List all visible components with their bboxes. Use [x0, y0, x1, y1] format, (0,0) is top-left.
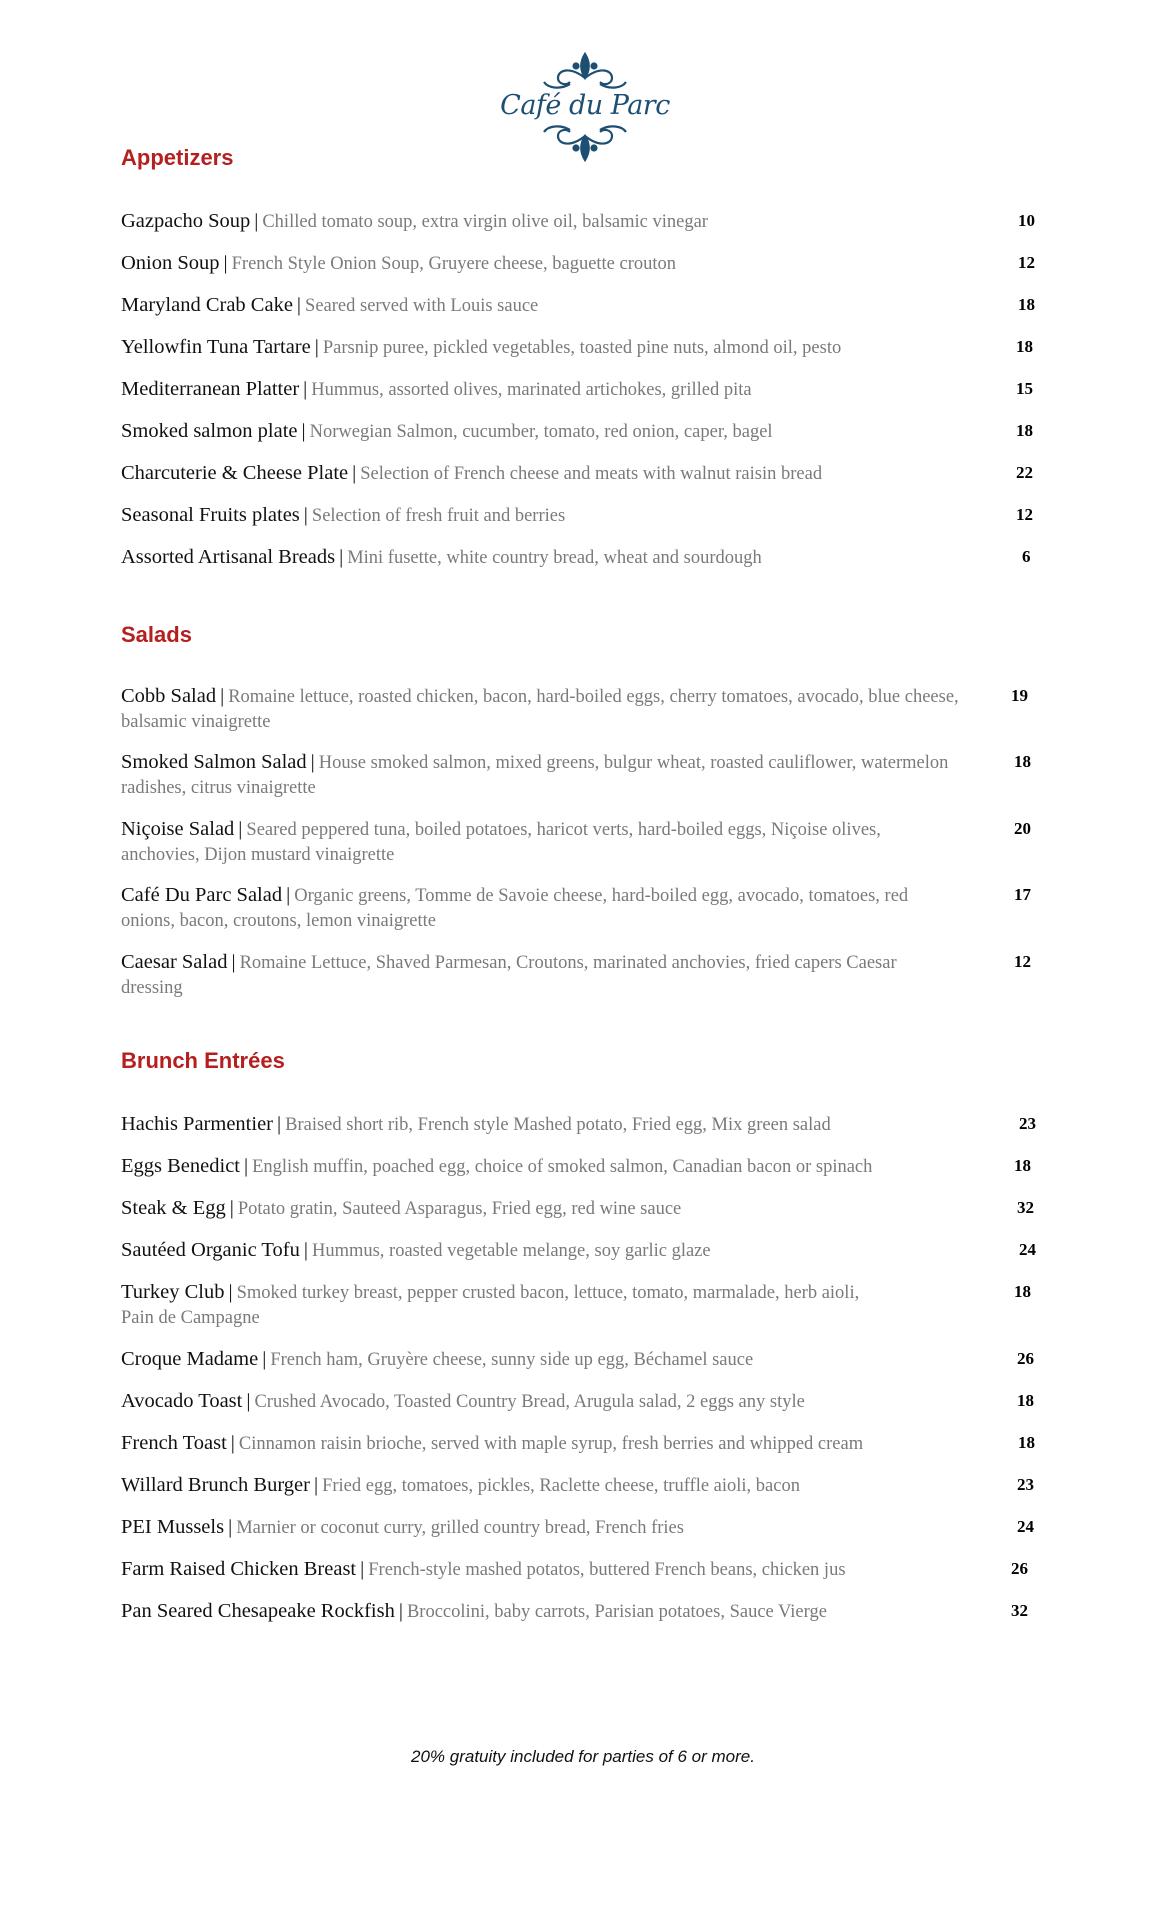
item-description: Cinnamon raisin brioche, served with maple syrup, fresh berries and whipped cream [238, 1434, 864, 1454]
item-price: 18 [1018, 295, 1035, 314]
item-name: Yellowfin Tuna Tartare [121, 336, 311, 358]
item-name: Eggs Benedict [121, 1155, 240, 1177]
item-description: Smoked turkey breast, pepper crusted bacon, lettuce, tomato, marmalade, herb aioli, Pain de Campagne [121, 1283, 860, 1328]
item-name: Caesar Salad [121, 951, 228, 973]
item-price: 18 [1016, 421, 1033, 440]
menu-item: Charcuterie & Cheese Plate | Selection of French cheese and meats with walnut raisin bread 22 [121, 461, 1041, 487]
item-name: Turkey Club [121, 1281, 225, 1303]
menu-item: French Toast | Cinnamon raisin brioche, served with maple syrup, fresh berries and whipped cream 18 [121, 1431, 1041, 1457]
menu-item: Eggs Benedict | English muffin, poached egg, choice of smoked salmon, Canadian bacon or spinach 18 [121, 1154, 1041, 1180]
item-description: Fried egg, tomatoes, pickles, Raclette cheese, truffle aioli, bacon [322, 1476, 800, 1496]
item-description: Braised short rib, French style Mashed potato, Fried egg, Mix green salad [285, 1115, 831, 1135]
menu-item: Niçoise Salad | Seared peppered tuna, boiled potatoes, haricot verts, hard-boiled eggs, Niçoise olives, anchovies, Dijon mustard vinaigrette 20 [121, 817, 1041, 868]
item-price: 18 [1014, 1156, 1031, 1175]
menu-item: Yellowfin Tuna Tartare | Parsnip puree, pickled vegetables, toasted pine nuts, almond oil, pesto 18 [121, 335, 1041, 361]
item-price: 24 [1017, 1517, 1034, 1536]
menu-item: Seasonal Fruits plates | Selection of fresh fruit and berries 12 [121, 503, 1041, 529]
menu-item: Maryland Crab Cake | Seared served with Louis sauce 18 [121, 293, 1041, 319]
item-description: Chilled tomato soup, extra virgin olive oil, balsamic vinegar [262, 212, 708, 232]
menu-item: Sautéed Organic Tofu | Hummus, roasted vegetable melange, soy garlic glaze 24 [121, 1238, 1041, 1264]
item-name: Maryland Crab Cake [121, 294, 293, 316]
menu-item: Cobb Salad | Romaine lettuce, roasted chicken, bacon, hard-boiled eggs, cherry tomatoes, avocado, blue cheese, balsamic vinaigrette 19 [121, 684, 1041, 735]
menu-item: Pan Seared Chesapeake Rockfish | Broccolini, baby carrots, Parisian potatoes, Sauce Vierge 32 [121, 1599, 1041, 1625]
item-description: Romaine lettuce, roasted chicken, bacon, hard-boiled eggs, cherry tomatoes, avocado, blue cheese, balsamic vinaigrette [121, 687, 959, 732]
item-name: Smoked Salmon Salad [121, 751, 307, 773]
logo-wordmark: Café du Parc [500, 90, 670, 121]
item-price: 32 [1011, 1601, 1028, 1620]
item-name: Gazpacho Soup [121, 210, 251, 232]
item-price: 17 [1014, 885, 1031, 904]
item-price: 12 [1018, 253, 1035, 272]
menu-item: Avocado Toast | Crushed Avocado, Toasted Country Bread, Arugula salad, 2 eggs any style 18 [121, 1389, 1041, 1415]
item-name: Croque Madame [121, 1348, 259, 1370]
item-description: Selection of fresh fruit and berries [311, 506, 566, 526]
item-description: French Style Onion Soup, Gruyere cheese, baguette crouton [231, 254, 677, 274]
menu-item: Mediterranean Platter | Hummus, assorted olives, marinated artichokes, grilled pita 15 [121, 377, 1041, 403]
item-description: House smoked salmon, mixed greens, bulgur wheat, roasted cauliflower, watermelon radishes, citrus vinaigrette [121, 753, 949, 798]
section-title-brunch-entrees: Brunch Entrées [121, 1048, 285, 1073]
item-name: Cobb Salad [121, 685, 217, 707]
item-price: 18 [1018, 1433, 1035, 1452]
item-description: Potato gratin, Sauteed Asparagus, Fried egg, red wine sauce [237, 1199, 682, 1219]
item-price: 12 [1016, 505, 1033, 524]
menu-item: Croque Madame | French ham, Gruyère cheese, sunny side up egg, Béchamel sauce 26 [121, 1347, 1041, 1373]
item-price: 24 [1019, 1240, 1036, 1259]
item-description: French ham, Gruyère cheese, sunny side up egg, Béchamel sauce [270, 1350, 754, 1370]
item-price: 10 [1018, 211, 1035, 230]
menu-item: Smoked salmon plate | Norwegian Salmon, cucumber, tomato, red onion, caper, bagel 18 [121, 419, 1041, 445]
item-name: French Toast [121, 1432, 227, 1454]
item-description: Selection of French cheese and meats with walnut raisin bread [360, 464, 823, 484]
section-title-appetizers: Appetizers [121, 145, 234, 170]
item-name: Steak & Egg [121, 1197, 226, 1219]
menu-item: Caesar Salad | Romaine Lettuce, Shaved Parmesan, Croutons, marinated anchovies, fried capers Caesar dressing 12 [121, 950, 1041, 1001]
menu-item: Onion Soup | French Style Onion Soup, Gruyere cheese, baguette crouton 12 [121, 251, 1041, 277]
item-description: Parsnip puree, pickled vegetables, toasted pine nuts, almond oil, pesto [322, 338, 842, 358]
item-description: Broccolini, baby carrots, Parisian potatoes, Sauce Vierge [406, 1602, 827, 1622]
item-description: French-style mashed potatos, buttered French beans, chicken jus [368, 1560, 846, 1580]
item-price: 26 [1011, 1559, 1028, 1578]
item-name: Mediterranean Platter [121, 378, 300, 400]
item-price: 15 [1016, 379, 1033, 398]
item-price: 6 [1022, 547, 1031, 566]
menu-item: Willard Brunch Burger | Fried egg, tomatoes, pickles, Raclette cheese, truffle aioli, bacon 23 [121, 1473, 1041, 1499]
menu-item: Turkey Club | Smoked turkey breast, pepper crusted bacon, lettuce, tomato, marmalade, herb aioli, Pain de Campagne 18 [121, 1280, 1041, 1331]
item-price: 19 [1011, 686, 1028, 705]
item-name: Onion Soup [121, 252, 220, 274]
item-price: 22 [1016, 463, 1033, 482]
item-description: Seared peppered tuna, boiled potatoes, haricot verts, hard-boiled eggs, Niçoise olives, anchovies, Dijon mustard vinaigrette [121, 820, 881, 865]
menu-item: Farm Raised Chicken Breast | French-style mashed potatos, buttered French beans, chicken jus 26 [121, 1557, 1041, 1583]
item-name: Smoked salmon plate [121, 420, 298, 442]
item-price: 18 [1017, 1391, 1034, 1410]
item-name: Hachis Parmentier [121, 1113, 273, 1135]
gratuity-note: 20% gratuity included for parties of 6 or more. [411, 1747, 755, 1766]
menu-item: Steak & Egg | Potato gratin, Sauteed Asparagus, Fried egg, red wine sauce 32 [121, 1196, 1041, 1222]
item-price: 26 [1017, 1349, 1034, 1368]
menu-item: Gazpacho Soup | Chilled tomato soup, extra virgin olive oil, balsamic vinegar 10 [121, 209, 1041, 235]
menu-item: PEI Mussels | Marnier or coconut curry, grilled country bread, French fries 24 [121, 1515, 1041, 1541]
item-description: Norwegian Salmon, cucumber, tomato, red onion, caper, bagel [309, 422, 773, 442]
item-name: Avocado Toast [121, 1390, 243, 1412]
item-price: 32 [1017, 1198, 1034, 1217]
item-price: 20 [1014, 819, 1031, 838]
item-name: Niçoise Salad [121, 818, 235, 840]
item-description: Organic greens, Tomme de Savoie cheese, hard-boiled egg, avocado, tomatoes, red onions, bacon, croutons, lemon vinaigrette [121, 886, 909, 931]
item-price: 23 [1017, 1475, 1034, 1494]
item-name: Café Du Parc Salad [121, 884, 283, 906]
item-price: 12 [1014, 952, 1031, 971]
item-name: Seasonal Fruits plates [121, 504, 300, 526]
section-title-salads: Salads [121, 622, 192, 647]
menu-item: Café Du Parc Salad | Organic greens, Tomme de Savoie cheese, hard-boiled egg, avocado, tomatoes, red onions, bacon, croutons, lemon vinaigrette 17 [121, 883, 1041, 934]
item-description: English muffin, poached egg, choice of smoked salmon, Canadian bacon or spinach [252, 1157, 873, 1177]
cafe-du-parc-logo [500, 48, 670, 168]
item-description: Romaine Lettuce, Shaved Parmesan, Croutons, marinated anchovies, fried capers Caesar dressing [121, 953, 897, 998]
menu-item: Hachis Parmentier | Braised short rib, French style Mashed potato, Fried egg, Mix green salad 23 [121, 1112, 1041, 1138]
item-price: 23 [1019, 1114, 1036, 1133]
item-description: Hummus, assorted olives, marinated artichokes, grilled pita [311, 380, 752, 400]
item-description: Crushed Avocado, Toasted Country Bread, Arugula salad, 2 eggs any style [254, 1392, 805, 1412]
item-name: Farm Raised Chicken Breast [121, 1558, 357, 1580]
item-name: Sautéed Organic Tofu [121, 1239, 300, 1261]
item-name: Pan Seared Chesapeake Rockfish [121, 1600, 395, 1622]
menu-item: Smoked Salmon Salad | House smoked salmon, mixed greens, bulgur wheat, roasted cauliflower, watermelon radishes, citrus vinaigrette 18 [121, 750, 1041, 801]
item-description: Seared served with Louis sauce [305, 296, 539, 316]
item-name: Charcuterie & Cheese Plate [121, 462, 349, 484]
item-description: Mini fusette, white country bread, wheat and sourdough [347, 548, 762, 568]
item-price: 18 [1014, 1282, 1031, 1301]
item-name: Willard Brunch Burger [121, 1474, 310, 1496]
menu-item: Assorted Artisanal Breads | Mini fusette, white country bread, wheat and sourdough 6 [121, 545, 1041, 571]
item-name: PEI Mussels [121, 1516, 225, 1538]
item-price: 18 [1016, 337, 1033, 356]
item-description: Marnier or coconut curry, grilled country bread, French fries [236, 1518, 684, 1538]
item-description: Hummus, roasted vegetable melange, soy garlic glaze [311, 1241, 711, 1261]
item-name: Assorted Artisanal Breads [121, 546, 336, 568]
item-price: 18 [1014, 752, 1031, 771]
